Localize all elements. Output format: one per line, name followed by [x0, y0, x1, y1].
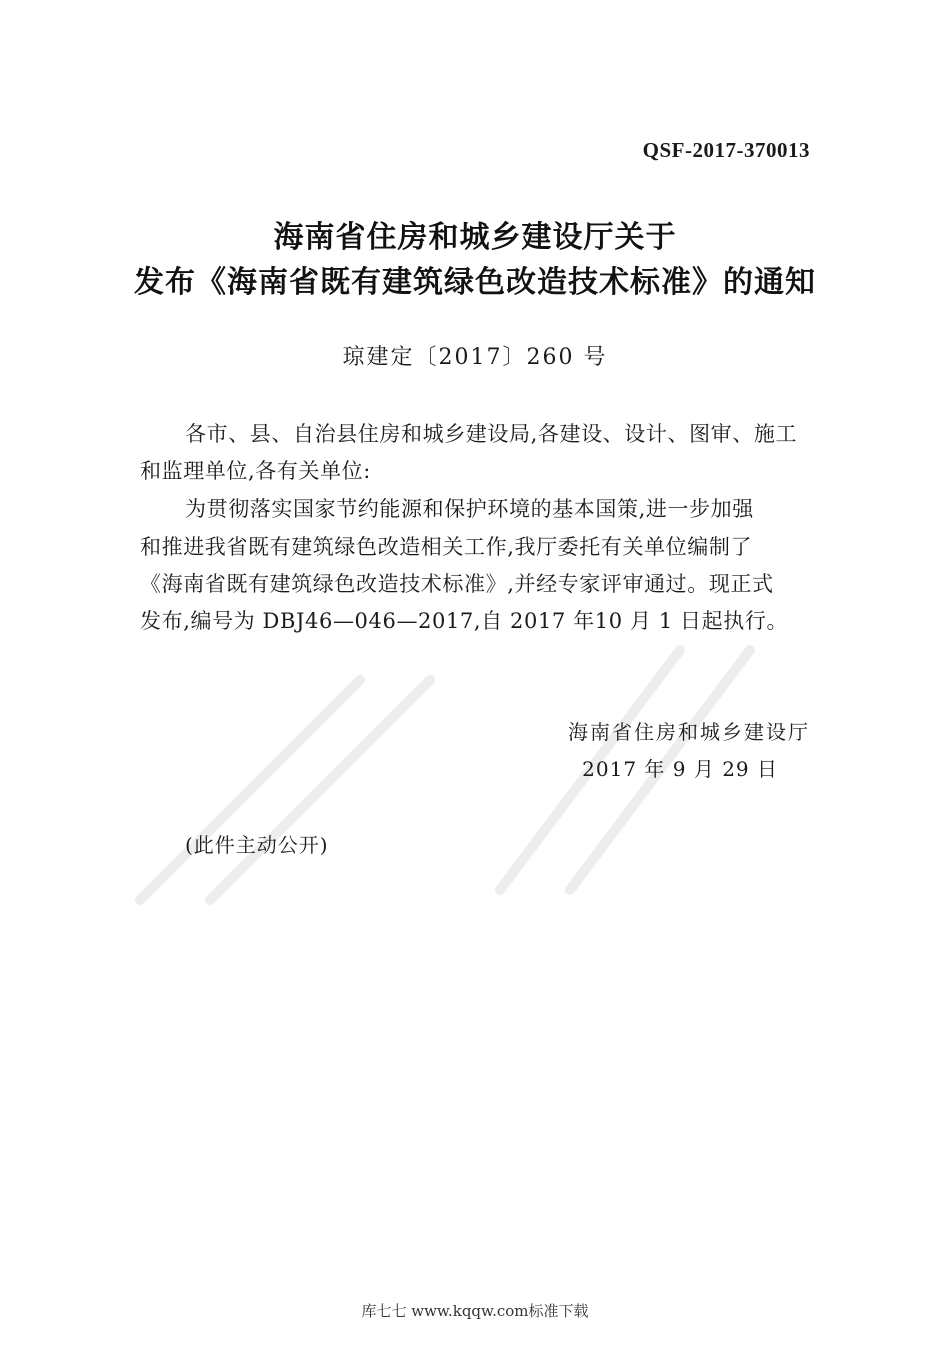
body-line-1: 为贯彻落实国家节约能源和保护环境的基本国策,进一步加强 [185, 497, 754, 521]
title-line-1: 海南省住房和城乡建设厅关于 [273, 220, 677, 255]
body-line-3: 《海南省既有建筑绿色改造技术标准》,并经专家评审通过。现正式 [140, 572, 774, 596]
title-line-2: 发布《海南省既有建筑绿色改造技术标准》的通知 [134, 265, 816, 300]
body-line-2: 和推进我省既有建筑绿色改造相关工作,我厅委托有关单位编制了 [140, 535, 753, 559]
document-code: QSF-2017-370013 [642, 138, 810, 162]
document-number: 琼建定〔2017〕260 号 [342, 345, 608, 370]
sign-date: 2017 年 9 月 29 日 [582, 757, 778, 781]
public-disclosure-note: (此件主动公开) [185, 833, 329, 857]
footer-source: 库七七 www.kqqw.com标准下载 [361, 1302, 589, 1320]
recipients-line-1: 各市、县、自治县住房和城乡建设局,各建设、设计、图审、施工 [185, 422, 798, 446]
body-line-4: 发布,编号为 DBJ46—046—2017,自 2017 年10 月 1 日起执行。 [140, 609, 789, 633]
signer: 海南省住房和城乡建设厅 [568, 720, 810, 744]
recipients-line-2: 和监理单位,各有关单位: [140, 459, 371, 483]
